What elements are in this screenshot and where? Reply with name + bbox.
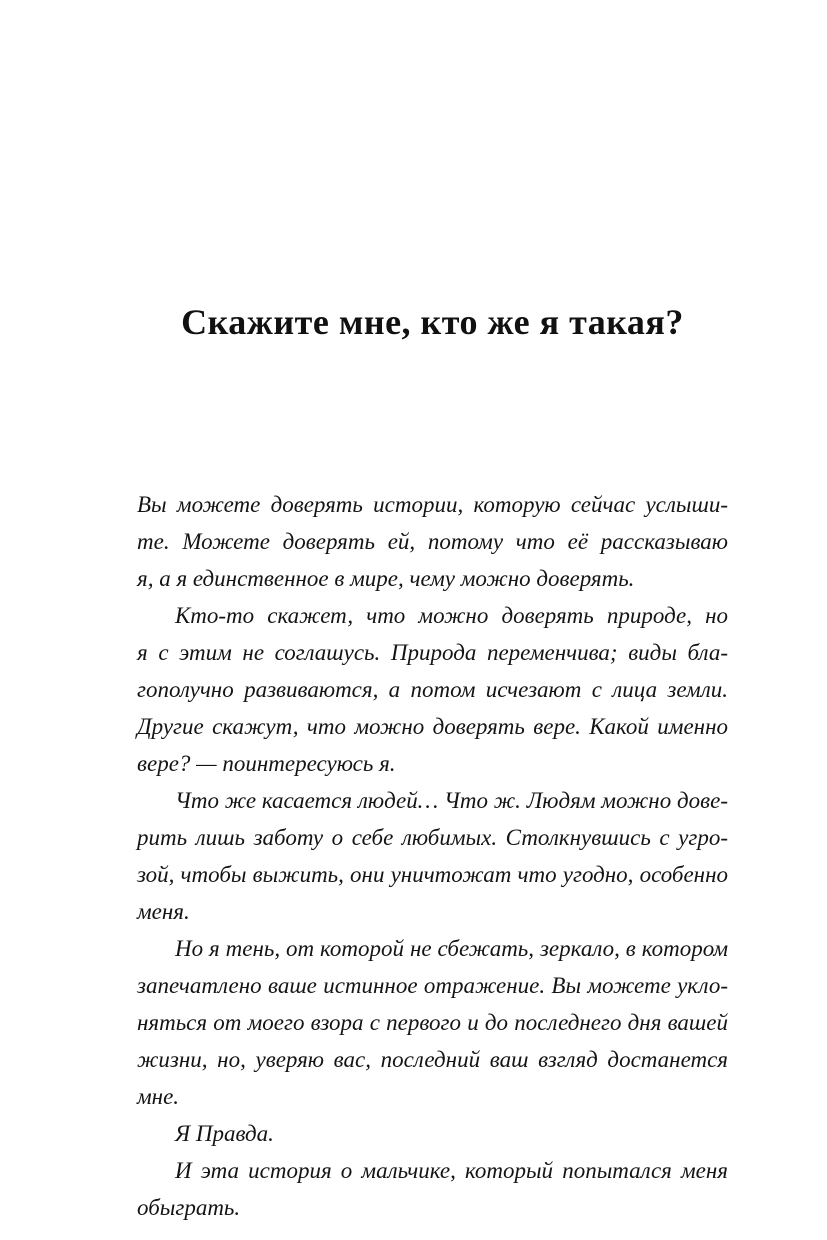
text-line: обыграть. xyxy=(137,1195,241,1220)
text-line: Вы можете доверять истории, которую сейчас услыши- xyxy=(137,492,728,517)
text-line: няться от моего взора с первого и до последнего дня вашей xyxy=(137,1010,728,1035)
text-line: жизни, но, уверяю вас, последний ваш взгляд достанется xyxy=(137,1047,728,1072)
text-line: те. Можете доверять ей, потому что её рассказываю xyxy=(137,529,728,554)
paragraph xyxy=(137,486,728,597)
text-line: Но я тень, от которой не сбежать, зеркало, в котором xyxy=(175,936,728,961)
text-line: Я Правда. xyxy=(175,1121,274,1146)
text-line: запечатлено ваше истинное отражение. Вы можете укло- xyxy=(137,973,728,998)
text-line: рить лишь заботу о себе любимых. Столкнувшись с угро- xyxy=(137,825,728,850)
text-line: меня. xyxy=(137,899,190,924)
text-line: я с этим не соглашусь. Природа переменчива; виды бла- xyxy=(137,640,728,665)
text-line: зой, чтобы выжить, они уничтожат что угодно, особенно xyxy=(137,862,728,887)
text-line: гополучно развиваются, а потом исчезают с лица земли. xyxy=(137,677,728,702)
text-line: Другие скажут, что можно доверять вере. Какой именно xyxy=(137,714,728,739)
paragraph xyxy=(137,1115,728,1152)
paragraph xyxy=(137,597,728,782)
paragraph xyxy=(137,1152,728,1226)
body-text xyxy=(137,486,728,1226)
paragraph xyxy=(137,930,728,1115)
chapter-title: Скажите мне, кто же я такая? xyxy=(181,302,684,343)
text-line: И эта история о мальчике, который попытался меня xyxy=(175,1158,728,1183)
paragraph xyxy=(137,782,728,930)
text-line: Кто-то скажет, что можно доверять природе, но xyxy=(175,603,728,628)
text-line: мне. xyxy=(137,1084,180,1109)
text-line: вере? — поинтересуюсь я. xyxy=(137,751,396,776)
text-line: я, а я единственное в мире, чему можно доверять. xyxy=(137,566,635,591)
text-line: Что же касается людей… Что ж. Людям можно дове- xyxy=(175,788,728,813)
